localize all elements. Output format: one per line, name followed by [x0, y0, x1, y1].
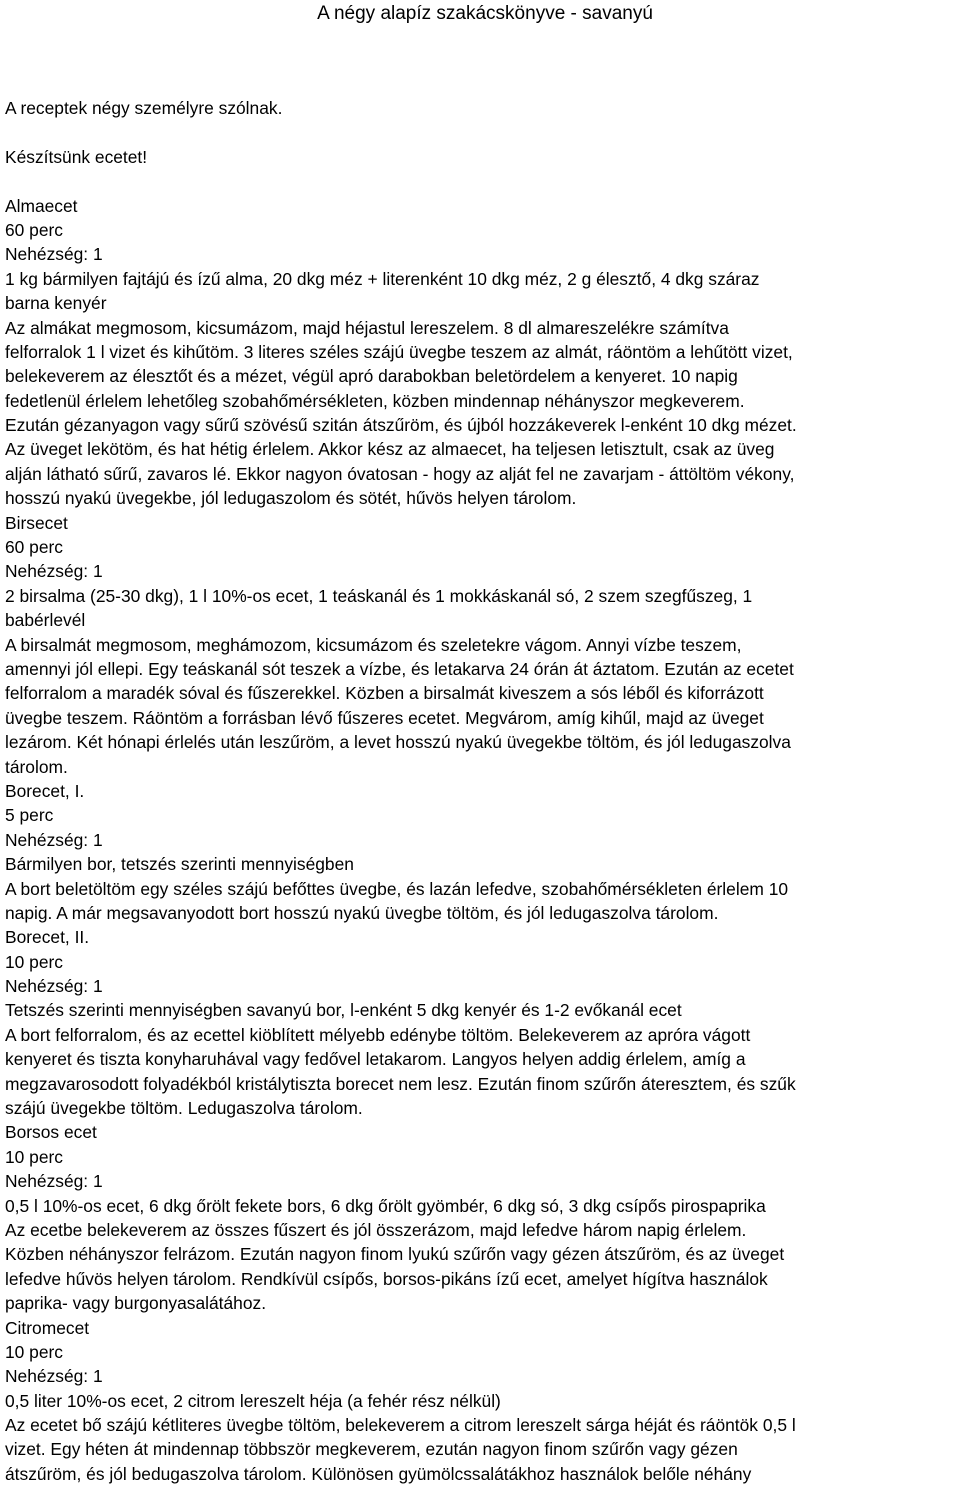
text-line: Birsecet: [5, 512, 68, 533]
text-line: Bármilyen bor, tetszés szerinti mennyiségben: [5, 854, 354, 875]
text-line: Az ecetbe belekeverem az összes fűszert és jól összerázom, majd lefedve három napig érlelem.: [5, 1219, 747, 1240]
text-line: paprika- vagy burgonyasalátához.: [5, 1293, 267, 1314]
document-body: [5, 96, 957, 1486]
text-line: babérlevél: [5, 610, 86, 631]
text-line: 10 perc: [5, 1146, 64, 1167]
text-line: Almaecet: [5, 195, 78, 216]
text-line: lefedve hűvös helyen tárolom. Rendkívül csípős, borsos-pikáns ízű ecet, amelyet hígítva használok: [5, 1268, 768, 1289]
text-line: üvegbe teszem. Ráöntöm a forrásban lévő fűszeres ecetet. Megvárom, amíg kihűl, majd az üveget: [5, 707, 764, 728]
spacer: [5, 120, 957, 144]
text-line: Az almákat megmosom, kicsumázom, majd héjastul lereszelem. 8 dl almareszelékre számítva: [5, 317, 729, 338]
text-line: Nehézség: 1: [5, 829, 103, 850]
text-line: Nehézség: 1: [5, 244, 103, 265]
text-line: szájú üvegekbe töltöm. Ledugaszolva tárolom.: [5, 1098, 363, 1119]
text-line: Tetszés szerinti mennyiségben savanyú bor, l-enként 5 dkg kenyér és 1-2 evőkanál ecet: [5, 1000, 682, 1021]
text-line: A birsalmát megmosom, meghámozom, kicsumázom és szeletekre vágom. Annyi vízbe teszem,: [5, 634, 742, 655]
text-line: 10 perc: [5, 1341, 64, 1362]
text-line: 0,5 liter 10%-os ecet, 2 citrom lereszelt héja (a fehér rész nélkül): [5, 1390, 501, 1411]
text-line: Nehézség: 1: [5, 561, 103, 582]
text-line: A bort beletöltöm egy széles szájú befőttes üvegbe, és lazán lefedve, szobahőmérsékleten érlelem 10: [5, 878, 789, 899]
text-line: amennyi jól ellepi. Egy teáskanál sót teszek a vízbe, és letakarva 24 órán át áztatom. Ezután az ecetet: [5, 658, 794, 679]
text-line: fedetlenül érlelem lehetőleg szobahőmérsékleten, közben mindennap néhányszor megkeverem.: [5, 390, 745, 411]
text-line: átszűröm, és jól bedugaszolva tárolom. Különösen gyümölcssalátákhoz használok belőle néhány: [5, 1463, 752, 1484]
text-line: Borsos ecet: [5, 1122, 97, 1143]
text-line: tárolom.: [5, 756, 68, 777]
text-line: Borecet, I.: [5, 780, 85, 801]
text-line: Nehézség: 1: [5, 1171, 103, 1192]
page-header: A négy alapíz szakácskönyve - savanyú: [317, 3, 653, 24]
intro-line: Készítsünk ecetet!: [5, 146, 148, 167]
text-line: 10 perc: [5, 951, 64, 972]
text-line: napig. A már megsavanyodott bort hosszú nyakú üvegbe töltöm, és jól ledugaszolva tárolom.: [5, 902, 719, 923]
text-line: 1 kg bármilyen fajtájú és ízű alma, 20 dkg méz + literenként 10 dkg méz, 2 g élesztő, 4 dkg száraz: [5, 268, 760, 289]
text-line: barna kenyér: [5, 293, 107, 314]
text-line: 0,5 l 10%-os ecet, 6 dkg őrölt fekete bors, 6 dkg őrölt gyömbér, 6 dkg só, 3 dkg csípős pirospaprika: [5, 1195, 766, 1216]
text-line: felforralom a maradék sóval és fűszerekkel. Közben a birsalmát kiveszem a sós léből és kiforrázott: [5, 683, 764, 704]
text-line: megzavarosodott folyadékból kristálytiszta borecet nem lesz. Ezután finom szűrőn áteresztem, és szűk: [5, 1073, 796, 1094]
text-line: Ezután gézanyagon vagy sűrű szövésű szitán átszűröm, és újból hozzákeverek l-enként 10 dkg mézet.: [5, 415, 797, 436]
text-line: Az üveget lekötöm, és hat hétig érlelem. Akkor kész az almaecet, ha teljesen letisztult, csak az üveg: [5, 439, 775, 460]
text-line: Nehézség: 1: [5, 1366, 103, 1387]
text-line: felforralok 1 l vizet és kihűtöm. 3 literes széles szájú üvegbe teszem az almát, ráöntöm a lehűtött vizet,: [5, 341, 793, 362]
text-line: hosszú nyakú üvegekbe, jól ledugaszolom és sötét, hűvös helyen tárolom.: [5, 488, 577, 509]
text-line: Az ecetet bő szájú kétliteres üvegbe töltöm, belekeverem a citrom lereszelt sárga héját és ráöntök 0,5 l: [5, 1415, 796, 1436]
intro-line: A receptek négy személyre szólnak.: [5, 98, 283, 118]
text-line: A bort felforralom, és az ecettel kiöblített mélyebb edénybe töltöm. Belekeverem az apróra vágott: [5, 1024, 751, 1045]
text-line: 60 perc: [5, 537, 64, 558]
text-line: 5 perc: [5, 805, 54, 826]
text-line: Nehézség: 1: [5, 976, 103, 997]
text-line: vizet. Egy héten át mindennap többször megkeverem, ezután nagyon finom szűrőn vagy gézen: [5, 1439, 738, 1460]
text-line: lezárom. Két hónapi érlelés után leszűröm, a levet hosszú nyakú üvegekbe töltöm, és jól ledugaszolva: [5, 732, 791, 753]
text-line: 60 perc: [5, 219, 64, 240]
spacer: [5, 169, 957, 193]
text-line: kenyeret és tiszta konyharuhával vagy fedővel letakarom. Langyos helyen addig érlelem, amíg a: [5, 1049, 746, 1070]
text-line: alján látható sűrű, zavaros lé. Ekkor nagyon óvatosan - hogy az alját fel ne zavarjam - áttöltöm vékony,: [5, 463, 795, 484]
text-line: belekeverem az élesztőt és a mézet, végül apró darabokban beletördelem a kenyeret. 10 napig: [5, 366, 738, 387]
text-line: Citromecet: [5, 1317, 90, 1338]
text-line: Közben néhányszor felrázom. Ezután nagyon finom lyukú szűrőn vagy gézen átszűröm, és az üveget: [5, 1244, 785, 1265]
text-line: Borecet, II.: [5, 927, 90, 948]
text-line: 2 birsalma (25-30 dkg), 1 l 10%-os ecet, 1 teáskanál és 1 mokkáskanál só, 2 szem szegfűszeg, 1: [5, 585, 753, 606]
recipe-list: [5, 194, 957, 1486]
